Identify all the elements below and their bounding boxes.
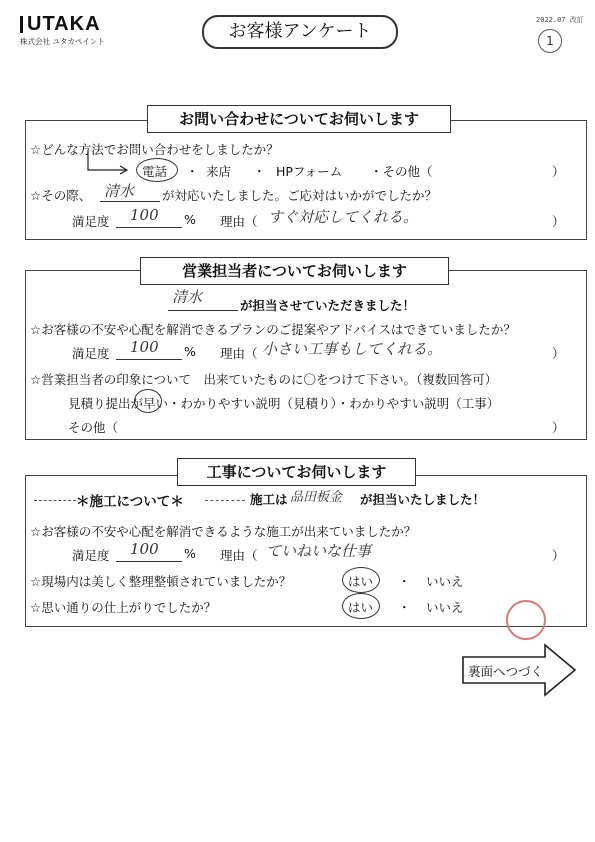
percent-sign: % [184, 546, 196, 561]
reason-close-paren: ） [552, 346, 565, 361]
percent-sign: % [184, 212, 196, 227]
option-visit: 来店 [206, 164, 232, 179]
construction-question: ☆お客様の不安や心配を解消できるような施工が出来ていましたか？ [30, 524, 417, 539]
satisfaction-value: 100 [130, 206, 159, 224]
plan-question: ☆お客様の不安や心配を解消できるプランのご提案やアドバイスはできていましたか？ [30, 322, 516, 337]
satisfaction-label: 満足度 [72, 346, 110, 361]
page-number: 1 [538, 29, 562, 53]
contractor-name: 品田板金 [290, 490, 343, 505]
cleanliness-no: いいえ [426, 574, 464, 589]
reason-close-paren: ） [552, 548, 565, 563]
other-close-paren: ） [552, 420, 565, 435]
satisfaction-label: 満足度 [72, 214, 110, 229]
percent-sign: % [184, 344, 196, 359]
satisfaction-value: 100 [130, 540, 159, 558]
section-construction-heading: 工事についてお伺いします [177, 458, 416, 486]
reason-label: 理由（ [220, 214, 258, 229]
next-page-label: 裏面へつづく [468, 664, 544, 679]
staff-name-handwritten: 清水 [104, 182, 135, 200]
finish-question: ☆思い通りの仕上がりでしたか？ [30, 600, 217, 615]
section-inquiry-heading: お問い合わせについてお伺いします [147, 105, 451, 133]
finish-no: いいえ [426, 600, 464, 615]
option-separator: ・ [253, 164, 266, 179]
option-hp-form: HPフォーム [276, 164, 343, 179]
logo-text: UTAKA [27, 13, 101, 35]
option-separator: ・ [186, 164, 199, 179]
reason-close-paren: ） [552, 214, 565, 229]
option-phone: 電話 [142, 164, 168, 179]
contractor-suffix: が担当いたしました！ [360, 492, 486, 507]
cleanliness-separator: ・ [398, 574, 411, 589]
response-question-suffix: が対応いたしました。ご応対はいかがでしたか？ [162, 188, 438, 203]
cleanliness-yes: はい [348, 574, 374, 589]
revision-date: 2022.07 改訂 [536, 16, 584, 24]
contractor-prefix: 施工は [250, 492, 288, 507]
sales-assigned-suffix: が担当させていただきました！ [240, 298, 416, 313]
page-title: お客様アンケート [202, 15, 398, 49]
cleanliness-question: ☆現場内は美しく整理整頓されていましたか？ [30, 574, 292, 589]
impression-question: ☆営業担当者の印象について 出来ていたものに〇をつけて下さい。（複数回答可） [30, 372, 498, 387]
satisfaction-label: 満足度 [72, 548, 110, 563]
option-close-paren: ） [552, 164, 565, 179]
response-question-prefix: ☆その際、 [30, 188, 92, 203]
reason-value: ていねいな仕事 [266, 542, 372, 560]
reason-label: 理由（ [220, 346, 258, 361]
construction-sub-heading: ＊施工について＊ [76, 494, 184, 510]
sales-staff-name: 清水 [172, 288, 203, 306]
option-other: ・その他（ [370, 164, 433, 179]
section-sales-heading: 営業担当者についてお伺いします [140, 257, 449, 285]
logo-subtext: 株式会社 ユタカペイント [20, 37, 105, 46]
other-label: その他（ [68, 420, 119, 435]
finish-separator: ・ [398, 600, 411, 615]
finish-yes: はい [348, 600, 374, 615]
inquiry-method-question: ☆どんな方法でお問い合わせをしましたか？ [30, 142, 279, 157]
reason-label: 理由（ [220, 548, 258, 563]
impression-options: 見積り提出が早い・わかりやすい説明（見積り）・わかりやすい説明（工事） [68, 396, 500, 411]
reason-value: 小さい工事もしてくれる。 [262, 340, 443, 358]
reason-value: すぐ対応してくれる。 [268, 208, 419, 226]
satisfaction-value: 100 [130, 338, 159, 356]
